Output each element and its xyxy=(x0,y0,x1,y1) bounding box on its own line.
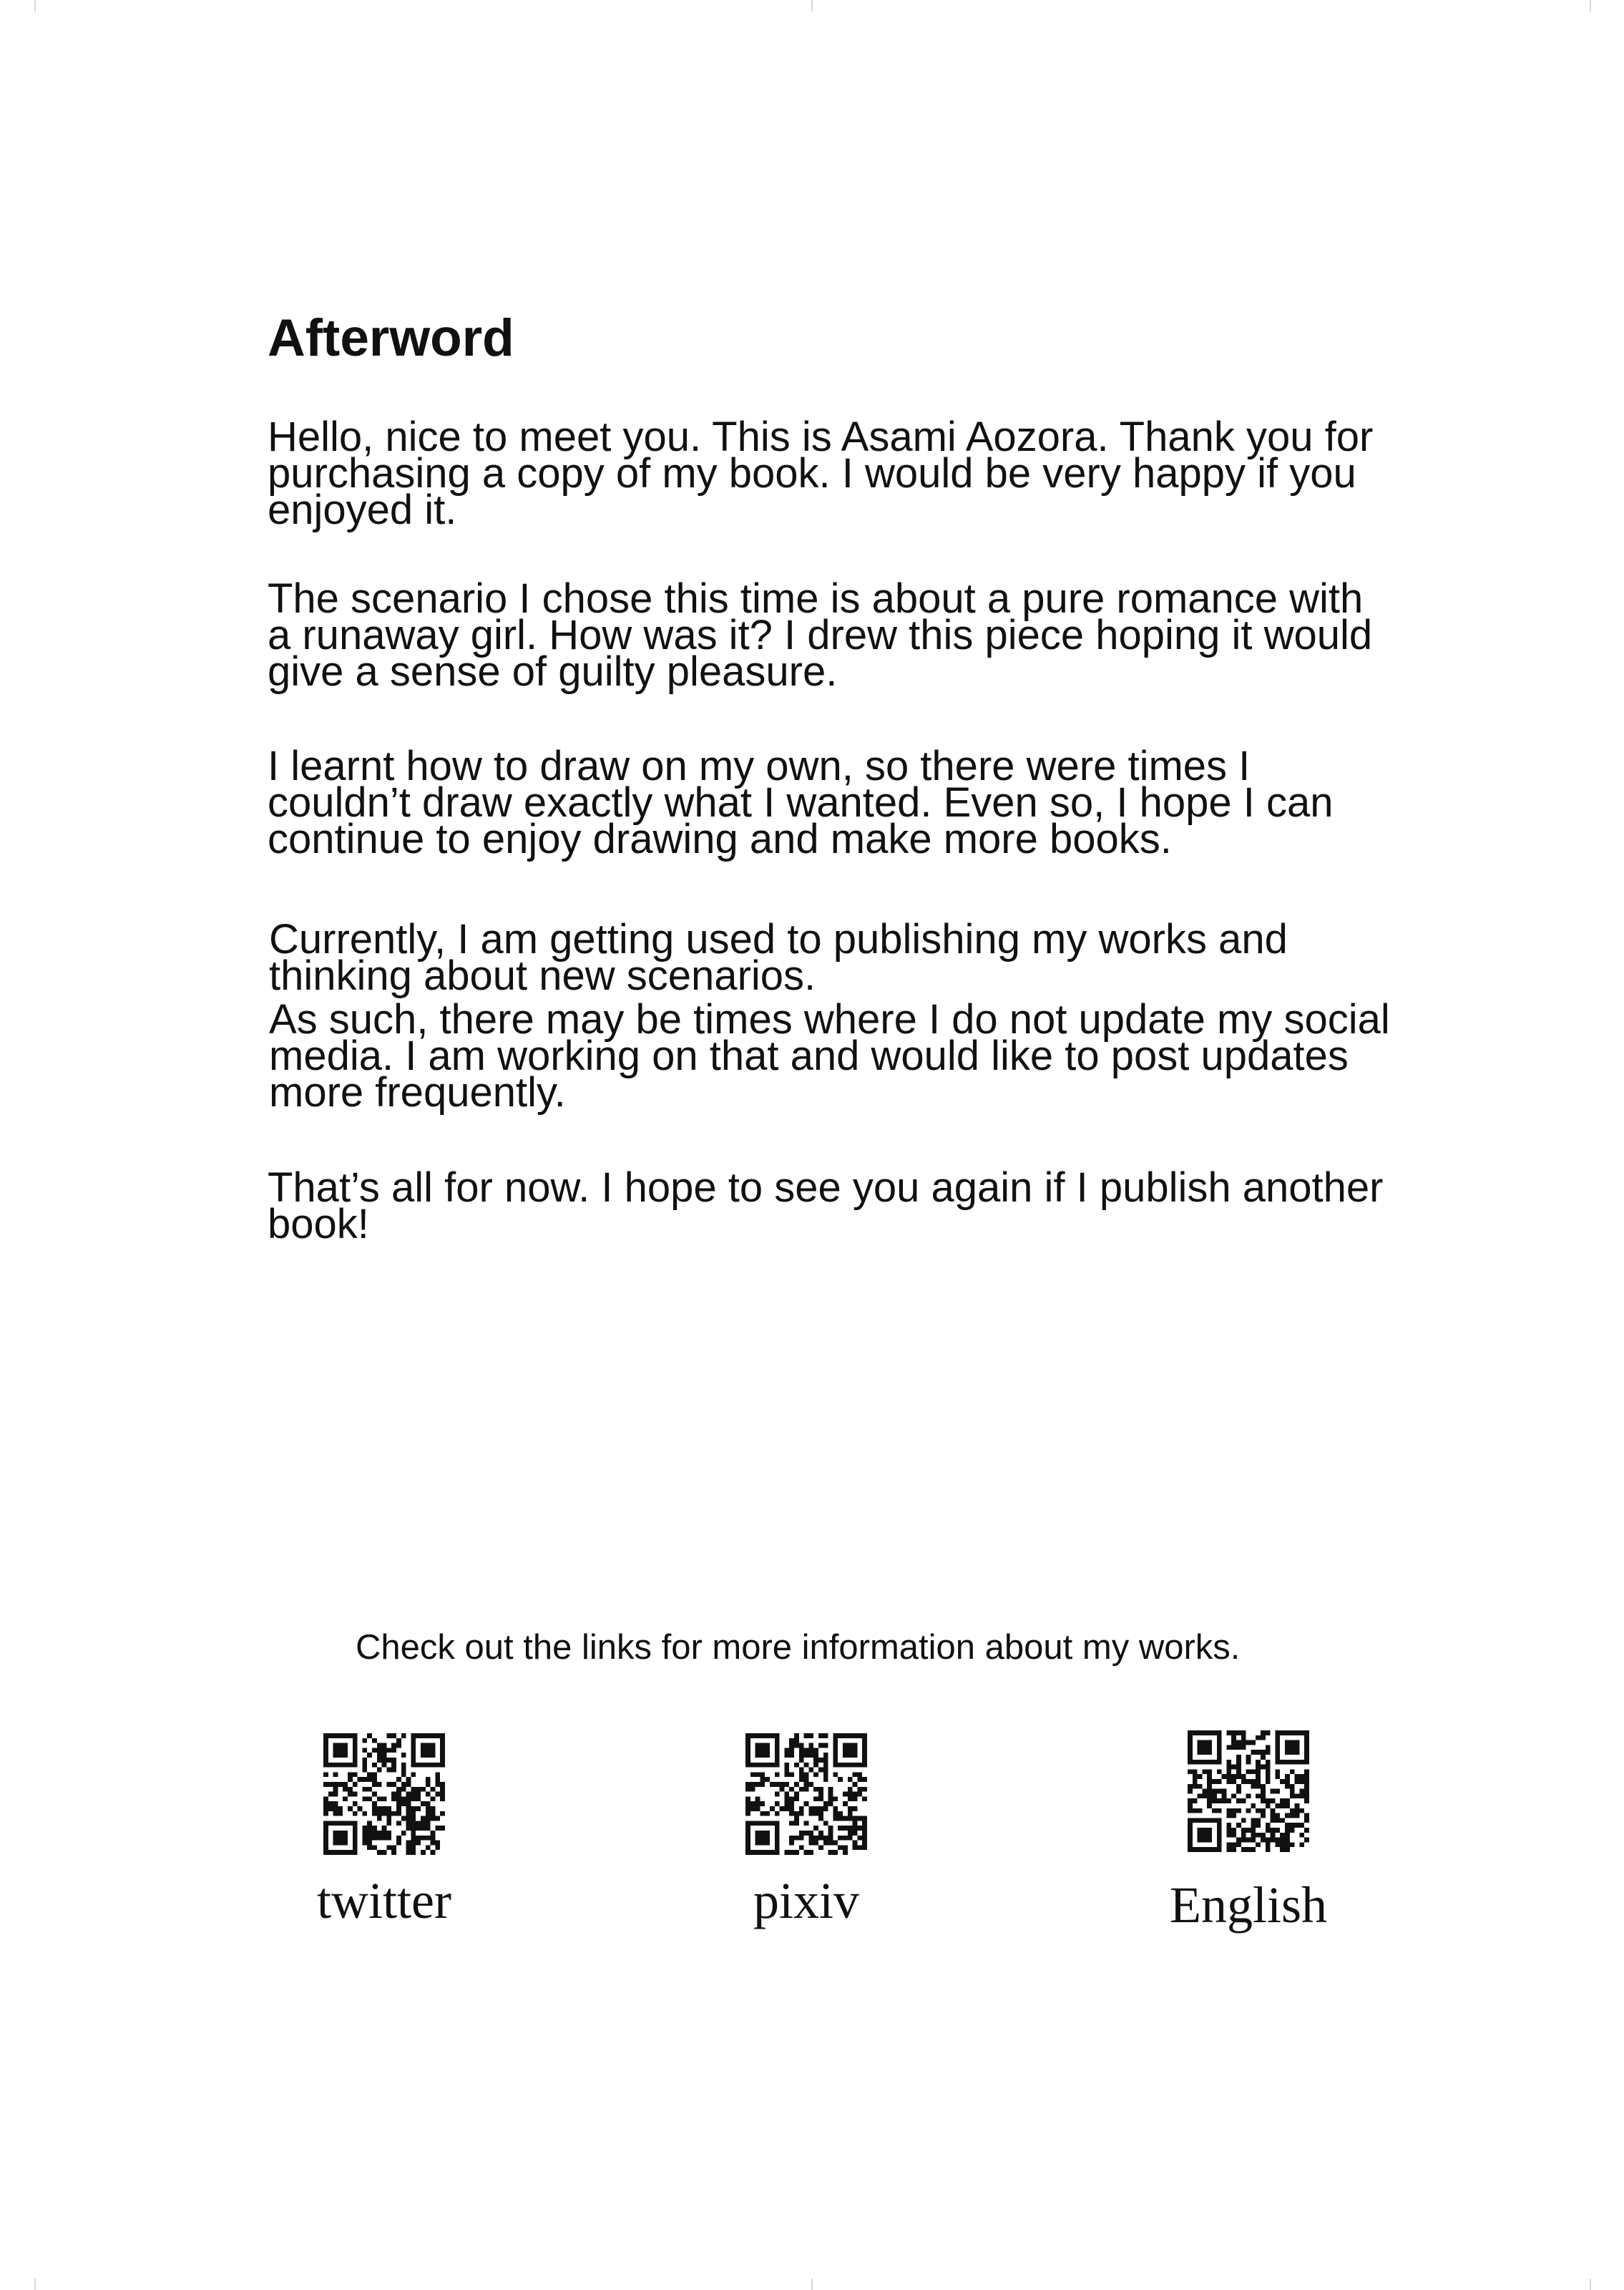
crop-mark xyxy=(811,0,813,11)
paragraph-line: give a sense of guilty pleasure. xyxy=(268,648,838,695)
crop-mark xyxy=(34,2279,36,2290)
twitter-link[interactable] xyxy=(277,1733,491,1929)
paragraph-drawing xyxy=(268,743,1412,862)
paragraph-updates xyxy=(269,916,1414,1116)
crop-mark xyxy=(1590,0,1591,11)
paragraph-line: I learnt how to draw on my own, so there were times I xyxy=(268,743,1251,789)
pixiv-link[interactable] xyxy=(699,1733,914,1929)
pixiv-label: pixiv xyxy=(753,1872,859,1929)
links-intro: Check out the links for more information about my works. xyxy=(356,1628,1241,1667)
crop-mark xyxy=(34,0,36,11)
paragraph-greeting xyxy=(268,414,1412,533)
crop-mark xyxy=(1590,2279,1591,2290)
qr-code-icon xyxy=(1188,1730,1309,1852)
english-link[interactable] xyxy=(1141,1730,1356,1934)
paragraph-line: a runaway girl. How was it? I drew this piece hoping it would xyxy=(268,612,1373,658)
english-label: English xyxy=(1169,1876,1327,1934)
paragraph-line: The scenario I chose this time is about a pure romance with xyxy=(268,575,1364,622)
paragraph-line: thinking about new scenarios. xyxy=(269,952,816,999)
paragraph-line: enjoyed it. xyxy=(268,487,457,533)
paragraph-line: couldn’t draw exactly what I wanted. Even so, I hope I can xyxy=(268,779,1334,826)
paragraph-closing xyxy=(268,1164,1412,1247)
paragraph-line: That’s all for now. I hope to see you again if I publish another xyxy=(268,1164,1384,1211)
paragraph-line: book! xyxy=(268,1201,369,1247)
twitter-label: twitter xyxy=(317,1872,451,1929)
page-title: Afterword xyxy=(268,309,514,367)
crop-mark xyxy=(811,2279,813,2290)
paragraph-line: more frequently. xyxy=(269,1069,566,1116)
paragraph-line: Currently, I am getting used to publishing my works and xyxy=(269,916,1288,963)
paragraph-line: continue to enjoy drawing and make more books. xyxy=(268,816,1172,862)
paragraph-line: media. I am working on that and would like to post updates xyxy=(269,1033,1349,1079)
paragraph-scenario xyxy=(268,575,1412,695)
qr-code-icon xyxy=(745,1733,867,1855)
paragraph-line: Hello, nice to meet you. This is Asami Aozora. Thank you for xyxy=(268,414,1374,460)
paragraph-line: As such, there may be times where I do not update my social xyxy=(269,996,1390,1043)
qr-code-icon xyxy=(323,1733,445,1855)
paragraph-line: purchasing a copy of my book. I would be very happy if you xyxy=(268,450,1356,497)
